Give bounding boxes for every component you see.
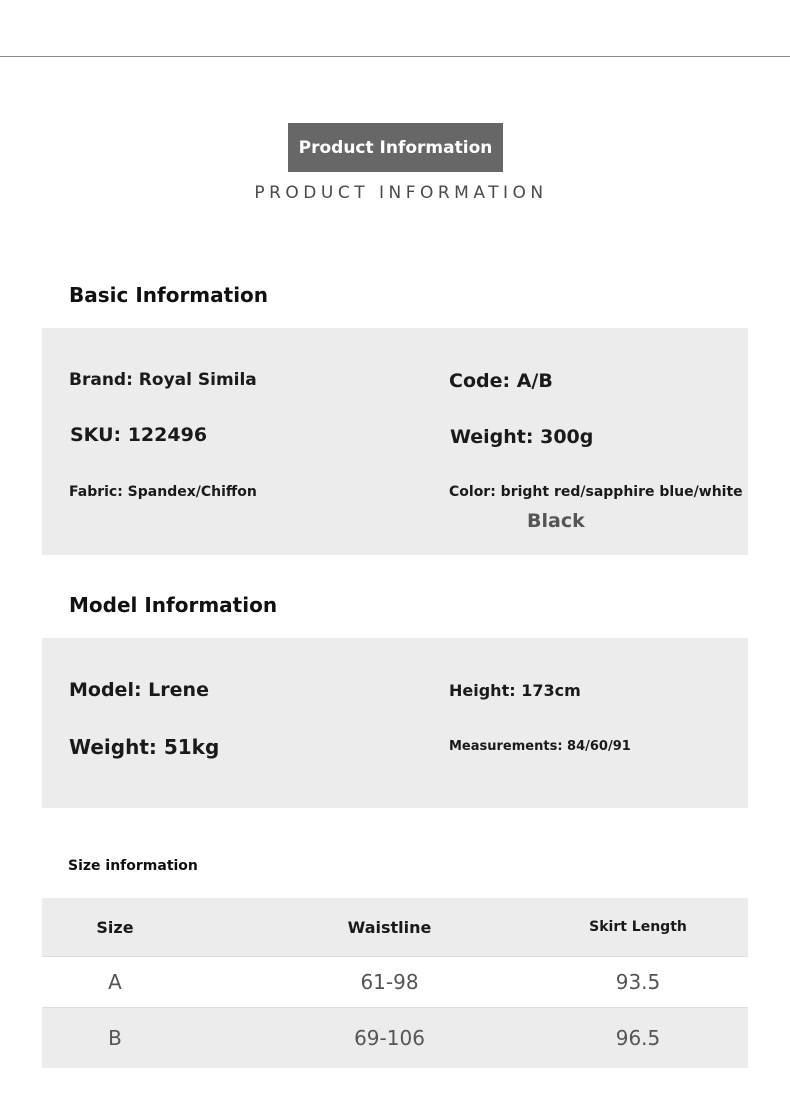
size-cell: B	[108, 1026, 122, 1050]
weight-field: Weight: 300g	[450, 426, 594, 448]
sku-field: SKU: 122496	[70, 424, 208, 446]
waistline-cell: 69-106	[354, 1026, 425, 1050]
page-title: Product Information	[288, 123, 503, 172]
skirt-length-cell: 93.5	[615, 970, 661, 994]
size-info-heading: Size information	[68, 858, 198, 874]
table-row	[42, 1008, 748, 1068]
measurements-field: Measurements: 84/60/91	[449, 739, 631, 754]
column-header-skirt-length: Skirt Length	[589, 919, 687, 935]
table-row	[42, 956, 748, 1008]
model-info-heading: Model Information	[69, 593, 278, 617]
color-extra-field: Black	[527, 510, 585, 532]
top-divider	[0, 56, 790, 57]
waistline-cell: 61-98	[360, 970, 419, 994]
height-field: Height: 173cm	[449, 681, 581, 700]
column-header-size: Size	[96, 917, 134, 937]
model-weight-field: Weight: 51kg	[69, 735, 220, 759]
size-table-header	[42, 898, 748, 956]
model-info-panel	[42, 638, 748, 808]
column-header-waistline: Waistline	[347, 917, 432, 937]
color-field: Color: bright red/sapphire blue/white	[449, 484, 743, 500]
page-subtitle: PRODUCT INFORMATION	[254, 183, 548, 203]
skirt-length-cell: 96.5	[615, 1026, 661, 1050]
fabric-field: Fabric: Spandex/Chiffon	[69, 484, 257, 500]
basic-info-panel	[42, 328, 748, 555]
model-field: Model: Lrene	[69, 679, 209, 701]
basic-info-heading: Basic Information	[69, 283, 269, 307]
brand-field: Brand: Royal Simila	[69, 370, 257, 390]
size-cell: A	[108, 970, 122, 994]
code-field: Code: A/B	[449, 370, 553, 392]
